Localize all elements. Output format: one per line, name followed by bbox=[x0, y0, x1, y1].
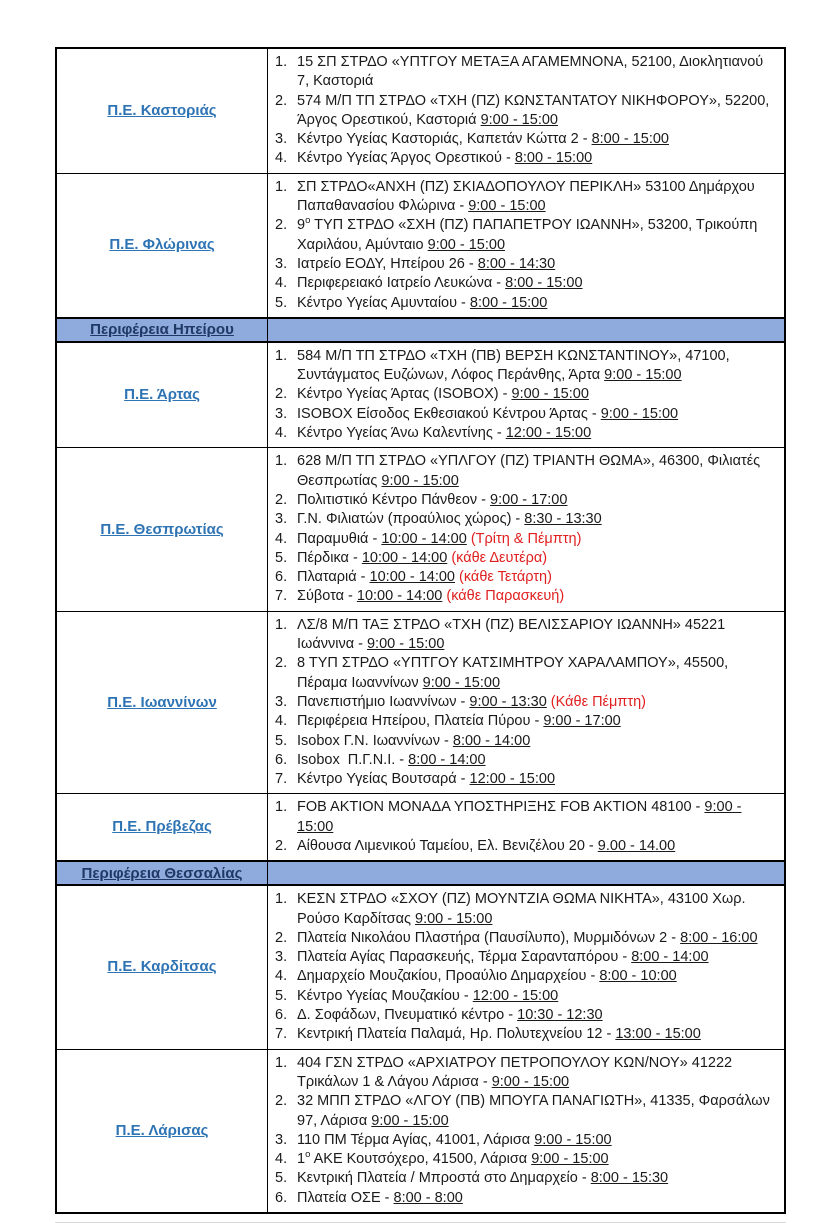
locations-cell bbox=[268, 1050, 784, 1212]
text-segment: 32 ΜΠΠ ΣΤΡΔΟ «ΛΓΟΥ (ΠΒ) ΜΠΟΥΓΑ ΠΑΝΑΓΙΩΤΗ», 41335, Φαρσάλων 97, Λάρισα bbox=[297, 1093, 770, 1129]
item-text bbox=[297, 1189, 778, 1208]
time-range: 8:00 - 15:00 bbox=[514, 150, 593, 167]
region-cell bbox=[57, 886, 268, 1048]
time-range: 9:00 - 15:00 bbox=[534, 1131, 612, 1148]
item-text bbox=[297, 770, 778, 789]
text-segment: 1 bbox=[297, 1151, 306, 1168]
item-number: 2. bbox=[275, 655, 288, 672]
location-item bbox=[268, 616, 778, 655]
time-range: 9:00 - 15:00 bbox=[381, 472, 459, 489]
location-item bbox=[268, 294, 778, 313]
text-segment: Κέντρο Υγείας Άργος Ορεστικού - bbox=[297, 150, 515, 167]
text-segment: ISOBOX Είσοδος Εκθεσιακού Κέντρου Άρτας - bbox=[297, 405, 601, 422]
item-text bbox=[297, 1131, 778, 1150]
region-link[interactable]: Π.Ε. Καρδίτσας bbox=[107, 958, 217, 976]
item-number: 4. bbox=[275, 530, 288, 547]
item-number: 4. bbox=[275, 275, 288, 292]
text-segment: Πανεπιστήμιο Ιωαννίνων - bbox=[297, 693, 470, 710]
item-number: 4. bbox=[275, 968, 288, 985]
text-segment: ΚΕΣΝ ΣΤΡΔΟ «ΣΧΟΥ (ΠΖ) ΜΟΥΝΤΖΙΑ ΘΩΜΑ ΝΙΚΗΤΑ», 43100 Χωρ. Ρούσο Καρδίτσας bbox=[297, 891, 746, 927]
item-number: 6. bbox=[275, 1189, 288, 1206]
location-item bbox=[268, 385, 778, 404]
time-range: 9:00 - 17:00 bbox=[543, 713, 621, 730]
text-segment: ο bbox=[305, 1149, 311, 1161]
item-text bbox=[297, 1006, 778, 1025]
location-list bbox=[268, 178, 778, 313]
text-segment: Δημαρχείο Μουζακίου, Προαύλιο Δημαρχείου - bbox=[297, 968, 600, 985]
time-range: 8:00 - 15:00 bbox=[469, 294, 548, 311]
location-item bbox=[268, 654, 778, 693]
region-cell bbox=[57, 612, 268, 794]
time-range: 10:30 - 12:30 bbox=[517, 1007, 603, 1024]
location-item bbox=[268, 770, 778, 789]
text-segment: 110 ΠΜ Τέρμα Αγίας, 41001, Λάρισα bbox=[297, 1131, 535, 1148]
location-item bbox=[268, 549, 778, 568]
region-cell bbox=[57, 49, 268, 173]
item-number: 6. bbox=[275, 1007, 288, 1024]
text-segment: 15 ΣΠ ΣΤΡΔΟ «ΥΠΤΓΟΥ ΜΕΤΑΞΑ ΑΓΑΜΕΜΝΟΝΑ, 52100, Διοκλητιανού 7, Καστοριά bbox=[297, 54, 764, 90]
time-range: 8:00 - 15:30 bbox=[590, 1170, 669, 1187]
text-segment: 628 Μ/Π ΤΠ ΣΤΡΔΟ «ΥΠΛΓΟΥ (ΠΖ) ΤΡΙΑΝΤΗ ΘΩΜΑ», 46300, Φιλιατές Θεσπρωτίας bbox=[297, 453, 761, 489]
location-item bbox=[268, 732, 778, 751]
location-item bbox=[268, 92, 778, 131]
location-item bbox=[268, 1025, 778, 1044]
text-segment: ΤΥΠ ΣΤΡΔΟ «ΣΧΗ (ΠΖ) ΠΑΠΑΠΕΤΡΟΥ ΙΩΑΝΝΗ», 53200, Τρικούπη Χαριλάου, Αμύνταιο bbox=[297, 217, 758, 253]
text-segment: Παραμυθιά - bbox=[297, 530, 382, 547]
time-range: 8:00 - 14:30 bbox=[477, 255, 556, 272]
text-segment: Σύβοτα - bbox=[297, 588, 357, 605]
item-text bbox=[297, 92, 778, 131]
item-text bbox=[297, 216, 778, 255]
location-item bbox=[268, 1131, 778, 1150]
region-link[interactable]: Π.Ε. Ιωαννίνων bbox=[107, 693, 217, 711]
item-text bbox=[297, 510, 778, 529]
location-item bbox=[268, 1189, 778, 1208]
location-item bbox=[268, 53, 778, 92]
time-range: 8:00 - 15:00 bbox=[591, 131, 669, 148]
locations-cell bbox=[268, 612, 784, 794]
item-text bbox=[297, 732, 778, 751]
locations-cell bbox=[268, 862, 784, 884]
item-number: 3. bbox=[275, 949, 288, 966]
item-number: 5. bbox=[275, 987, 288, 1004]
text-segment: Ιατρείο ΕΟΔΥ, Ηπείρου 26 - bbox=[297, 255, 478, 272]
time-range: 8:00 - 10:00 bbox=[599, 968, 677, 985]
location-list bbox=[268, 798, 778, 856]
location-item bbox=[268, 568, 778, 587]
region-cell bbox=[57, 343, 268, 447]
region-row bbox=[57, 886, 784, 1049]
time-range: 9:00 - 15:00 bbox=[366, 636, 445, 653]
time-range: 9:00 - 15:00 bbox=[511, 386, 589, 403]
location-item bbox=[268, 216, 778, 255]
location-item bbox=[268, 452, 778, 491]
location-list bbox=[268, 616, 778, 790]
item-text bbox=[297, 987, 778, 1006]
locations-cell bbox=[268, 448, 784, 610]
day-note: (κάθε Τετάρτη) bbox=[455, 569, 552, 586]
item-text bbox=[297, 1092, 778, 1131]
location-item bbox=[268, 967, 778, 986]
item-number: 2. bbox=[275, 929, 288, 946]
text-segment: 8 ΤΥΠ ΣΤΡΔΟ «ΥΠΤΓΟΥ ΚΑΤΣΙΜΗΤΡΟΥ ΧΑΡΑΛΑΜΠΟΥ», 45500, Πέραμα Ιωαννίνων bbox=[297, 655, 729, 691]
text-segment: Isobox Γ.Ν. Ιωαννίνων - bbox=[297, 732, 453, 749]
location-item bbox=[268, 890, 778, 929]
region-row bbox=[57, 612, 784, 795]
text-segment: Πλατεία Αγίας Παρασκευής, Τέρμα Σαρανταπόρου - bbox=[297, 949, 632, 966]
location-list bbox=[268, 1054, 778, 1208]
location-item bbox=[268, 712, 778, 731]
item-number: 3. bbox=[275, 511, 288, 528]
text-segment: ΛΣ/8 Μ/Π ΤΑΞ ΣΤΡΔΟ «ΤΧΗ (ΠΖ) ΒΕΛΙΣΣΑΡΙΟΥ ΙΩΑΝΝΗ» 45221 Ιωάννινα - bbox=[297, 616, 726, 653]
time-range: 9:00 - 15:00 bbox=[371, 1112, 449, 1129]
text-segment: Περιφέρεια Ηπείρου, Πλατεία Πύρου - bbox=[297, 713, 544, 730]
region-row bbox=[57, 794, 784, 861]
item-number: 3. bbox=[275, 405, 288, 422]
region-link[interactable]: Π.Ε. Άρτας bbox=[124, 386, 200, 404]
item-number: 1. bbox=[275, 347, 288, 364]
locations-cell bbox=[268, 886, 784, 1048]
item-text bbox=[297, 948, 778, 967]
section-header-cell bbox=[57, 862, 268, 884]
item-text bbox=[297, 1169, 778, 1188]
time-range: 10:00 - 14:00 bbox=[361, 549, 448, 566]
text-segment: Αίθουσα Λιμενικού Ταμείου, Ελ. Βενιζέλου 20 - bbox=[297, 837, 598, 854]
section-header-row bbox=[57, 861, 784, 886]
location-item bbox=[268, 587, 778, 606]
item-text bbox=[297, 491, 778, 510]
text-segment: ΣΠ ΣΤΡΔΟ«ΑΝΧΗ (ΠΖ) ΣΚΙΑΔΟΠΟΥΛΟΥ ΠΕΡΙΚΛΗ» 53100 Δημάρχου Παπαθανασίου Φλώρινα - bbox=[297, 178, 755, 215]
time-range: 9.00 - 14.00 bbox=[597, 837, 676, 854]
text-segment: 584 Μ/Π ΤΠ ΣΤΡΔΟ «ΤΧΗ (ΠΒ) ΒΕΡΣΗ ΚΩΝΣΤΑΝΤΙΝΟΥ», 47100, Συντάγματος Ευζώνων, Λόφος Περάνθης, Άρτα bbox=[297, 347, 730, 384]
region-row bbox=[57, 49, 784, 174]
item-number: 2. bbox=[275, 217, 288, 234]
item-number: 5. bbox=[275, 732, 288, 749]
day-note: (κάθε Δευτέρα) bbox=[447, 549, 548, 566]
time-range: 9:00 - 15:00 bbox=[604, 367, 682, 384]
region-cell bbox=[57, 1050, 268, 1212]
time-range: 8:00 - 14:00 bbox=[408, 751, 486, 768]
item-text bbox=[297, 616, 778, 655]
location-item bbox=[268, 255, 778, 274]
schedule-table bbox=[55, 47, 786, 1214]
item-number: 2. bbox=[275, 386, 288, 403]
item-number: 3. bbox=[275, 255, 288, 272]
location-item bbox=[268, 751, 778, 770]
item-number: 5. bbox=[275, 549, 288, 566]
item-text bbox=[297, 178, 778, 217]
location-item bbox=[268, 837, 778, 856]
region-link[interactable]: Π.Ε. Θεσπρωτίας bbox=[100, 520, 224, 538]
item-number: 1. bbox=[275, 891, 288, 908]
day-note: (κάθε Παρασκευή) bbox=[442, 588, 565, 605]
time-range: 9:00 - 15:00 bbox=[297, 799, 742, 835]
time-range: 9:00 - 15:00 bbox=[422, 674, 501, 691]
locations-cell bbox=[268, 174, 784, 317]
item-text bbox=[297, 347, 778, 386]
item-number: 5. bbox=[275, 1170, 288, 1187]
location-item bbox=[268, 491, 778, 510]
item-text bbox=[297, 568, 778, 587]
item-text bbox=[297, 149, 778, 168]
section-header-row bbox=[57, 318, 784, 343]
text-segment: Κέντρο Υγείας Βουτσαρά - bbox=[297, 771, 470, 788]
item-text bbox=[297, 53, 778, 92]
text-segment: FOB AKTION ΜΟΝΑΔΑ ΥΠΟΣΤΗΡΙΞΗΣ FOB AKTION 48100 - bbox=[297, 799, 705, 816]
item-number: 2. bbox=[275, 837, 288, 854]
item-number: 7. bbox=[275, 588, 288, 605]
day-note: (Τρίτη & Πέμπτη) bbox=[466, 530, 582, 547]
item-text bbox=[297, 294, 778, 313]
region-link[interactable]: Π.Ε. Λάρισας bbox=[115, 1121, 209, 1139]
item-text bbox=[297, 424, 778, 443]
time-range: 8:30 - 13:30 bbox=[524, 511, 602, 528]
text-segment: Κέντρο Υγείας Μουζακίου - bbox=[297, 987, 473, 1004]
item-number: 2. bbox=[275, 1093, 288, 1110]
item-text bbox=[297, 712, 778, 731]
time-range: 10:00 - 14:00 bbox=[356, 588, 443, 605]
location-item bbox=[268, 693, 778, 712]
text-segment: Δ. Σοφάδων, Πνευματικό κέντρο - bbox=[297, 1007, 518, 1024]
text-segment: Κέντρο Υγείας Αμυνταίου - bbox=[297, 294, 470, 311]
item-number: 2. bbox=[275, 92, 288, 109]
text-segment: Περιφερειακό Ιατρείο Λευκώνα - bbox=[297, 275, 506, 292]
region-link[interactable]: Π.Ε. Φλώρινας bbox=[109, 236, 215, 254]
item-number: 1. bbox=[275, 799, 288, 816]
location-item bbox=[268, 987, 778, 1006]
location-item bbox=[268, 178, 778, 217]
time-range: 10:00 - 14:00 bbox=[369, 569, 455, 586]
day-note: (Κάθε Πέμπτη) bbox=[546, 693, 646, 710]
time-range: 9:00 - 15:00 bbox=[600, 405, 679, 422]
item-number: 3. bbox=[275, 131, 288, 148]
location-item bbox=[268, 130, 778, 149]
time-range: 9:00 - 15:00 bbox=[468, 198, 546, 215]
item-text bbox=[297, 255, 778, 274]
region-cell bbox=[57, 174, 268, 317]
location-list bbox=[268, 53, 778, 169]
location-item bbox=[268, 424, 778, 443]
section-header-link[interactable]: Περιφέρεια Ηπείρου bbox=[90, 321, 234, 339]
item-text bbox=[297, 693, 778, 712]
region-row bbox=[57, 174, 784, 318]
location-item bbox=[268, 274, 778, 293]
time-range: 9:00 - 15:00 bbox=[480, 111, 558, 128]
item-number: 4. bbox=[275, 150, 288, 167]
item-number: 7. bbox=[275, 771, 288, 788]
item-number: 7. bbox=[275, 1026, 288, 1043]
text-segment: 9 bbox=[297, 217, 306, 234]
text-segment: Κέντρο Υγείας Άνω Καλεντίνης - bbox=[297, 425, 506, 442]
location-item bbox=[268, 1054, 778, 1093]
item-number: 6. bbox=[275, 751, 288, 768]
location-item bbox=[268, 1169, 778, 1188]
location-item bbox=[268, 798, 778, 837]
time-range: 12:00 - 15:00 bbox=[469, 771, 556, 788]
section-header-cell bbox=[57, 319, 268, 341]
region-link[interactable]: Π.Ε. Καστοριάς bbox=[107, 101, 217, 119]
location-list bbox=[268, 347, 778, 443]
locations-cell bbox=[268, 343, 784, 447]
item-number: 4. bbox=[275, 713, 288, 730]
item-text bbox=[297, 837, 778, 856]
text-segment: 574 Μ/Π ΤΠ ΣΤΡΔΟ «ΤΧΗ (ΠΖ) ΚΩΝΣΤΑΝΤΑΤΟΥ ΝΙΚΗΦΟΡΟΥ», 52200, Άργος Ορεστικού, Καστοριά bbox=[297, 92, 770, 128]
text-segment: Πολιτιστικό Κέντρο Πάνθεον - bbox=[297, 491, 491, 508]
item-text bbox=[297, 549, 778, 568]
time-range: 10:00 - 14:00 bbox=[381, 530, 467, 547]
region-cell bbox=[57, 448, 268, 610]
item-text bbox=[297, 751, 778, 770]
location-list bbox=[268, 452, 778, 606]
item-number: 3. bbox=[275, 693, 288, 710]
text-segment: ΑΚΕ Κουτσόχερο, 41500, Λάρισα bbox=[310, 1151, 532, 1168]
time-range: 9:00 - 15:00 bbox=[531, 1151, 609, 1168]
time-range: 8:00 - 8:00 bbox=[393, 1189, 463, 1206]
time-range: 9:00 - 15:00 bbox=[491, 1073, 570, 1090]
text-segment: Κέντρο Υγείας Άρτας (ISOBOX) - bbox=[297, 386, 512, 403]
item-number: 6. bbox=[275, 569, 288, 586]
region-row bbox=[57, 448, 784, 611]
item-number: 3. bbox=[275, 1131, 288, 1148]
item-text bbox=[297, 130, 778, 149]
text-segment: 404 ΓΣΝ ΣΤΡΔΟ «ΑΡΧΙΑΤΡΟΥ ΠΕΤΡΟΠΟΥΛΟΥ ΚΩΝ/ΝΟΥ» 41222 Τρικάλων 1 & Λάγου Λάρισα - bbox=[297, 1054, 733, 1090]
text-segment: Πλατεία ΟΣΕ - bbox=[297, 1189, 394, 1206]
text-segment: Isobox Π.Γ.Ν.Ι. - bbox=[297, 751, 409, 768]
location-item bbox=[268, 929, 778, 948]
item-number: 4. bbox=[275, 1151, 288, 1168]
location-item bbox=[268, 347, 778, 386]
item-text bbox=[297, 1150, 778, 1169]
location-item bbox=[268, 1092, 778, 1131]
time-range: 8:00 - 16:00 bbox=[680, 929, 758, 946]
time-range: 8:00 - 14:00 bbox=[631, 949, 709, 966]
region-link[interactable]: Π.Ε. Πρέβεζας bbox=[112, 818, 212, 836]
item-number: 2. bbox=[275, 491, 288, 508]
time-range: 9:00 - 15:00 bbox=[427, 236, 506, 253]
item-text bbox=[297, 452, 778, 491]
item-text bbox=[297, 587, 778, 606]
location-item bbox=[268, 149, 778, 168]
item-text bbox=[297, 654, 778, 693]
item-text bbox=[297, 1054, 778, 1093]
location-item bbox=[268, 1150, 778, 1169]
item-number: 1. bbox=[275, 54, 288, 70]
item-text bbox=[297, 385, 778, 404]
item-number: 5. bbox=[275, 294, 288, 311]
item-text bbox=[297, 405, 778, 424]
item-text bbox=[297, 890, 778, 929]
text-segment: Πλαταριά - bbox=[297, 569, 370, 586]
region-row bbox=[57, 343, 784, 448]
item-text bbox=[297, 274, 778, 293]
text-segment: Πλατεία Νικολάου Πλαστήρα (Παυσίλυπο), Μυρμιδόνων 2 - bbox=[297, 929, 681, 946]
item-text bbox=[297, 967, 778, 986]
text-segment: Γ.Ν. Φιλιατών (προαύλιος χώρος) - bbox=[297, 511, 525, 528]
item-number: 1. bbox=[275, 616, 288, 633]
time-range: 12:00 - 15:00 bbox=[472, 987, 559, 1004]
item-text bbox=[297, 929, 778, 948]
item-text bbox=[297, 1025, 778, 1044]
region-row bbox=[57, 1050, 784, 1212]
text-segment: Κεντρική Πλατεία / Μπροστά στο Δημαρχείο - bbox=[297, 1170, 591, 1187]
locations-cell bbox=[268, 319, 784, 341]
location-item bbox=[268, 510, 778, 529]
item-number: 1. bbox=[275, 178, 288, 195]
item-text bbox=[297, 530, 778, 549]
time-range: 9:00 - 13:30 bbox=[469, 693, 547, 710]
section-header-link[interactable]: Περιφέρεια Θεσσαλίας bbox=[81, 864, 243, 882]
text-segment: ο bbox=[305, 215, 311, 227]
time-range: 9:00 - 17:00 bbox=[490, 491, 568, 508]
location-item bbox=[268, 948, 778, 967]
text-segment: Κεντρική Πλατεία Παλαμά, Ηρ. Πολυτεχνείου 12 - bbox=[297, 1026, 616, 1043]
time-range: 9:00 - 15:00 bbox=[415, 910, 493, 927]
time-range: 8:00 - 15:00 bbox=[505, 275, 583, 292]
location-item bbox=[268, 1006, 778, 1025]
location-item bbox=[268, 530, 778, 549]
text-segment: Πέρδικα - bbox=[297, 549, 362, 566]
time-range: 13:00 - 15:00 bbox=[615, 1026, 701, 1043]
item-number: 1. bbox=[275, 453, 288, 470]
time-range: 8:00 - 14:00 bbox=[452, 732, 531, 749]
location-item bbox=[268, 405, 778, 424]
item-number: 1. bbox=[275, 1054, 288, 1071]
text-segment: Κέντρο Υγείας Καστοριάς, Καπετάν Κώττα 2 - bbox=[297, 131, 592, 148]
location-list bbox=[268, 890, 778, 1044]
time-range: 12:00 - 15:00 bbox=[505, 425, 592, 442]
locations-cell bbox=[268, 794, 784, 860]
region-cell bbox=[57, 794, 268, 860]
item-text bbox=[297, 798, 778, 837]
locations-cell bbox=[268, 49, 784, 173]
item-number: 4. bbox=[275, 425, 288, 442]
